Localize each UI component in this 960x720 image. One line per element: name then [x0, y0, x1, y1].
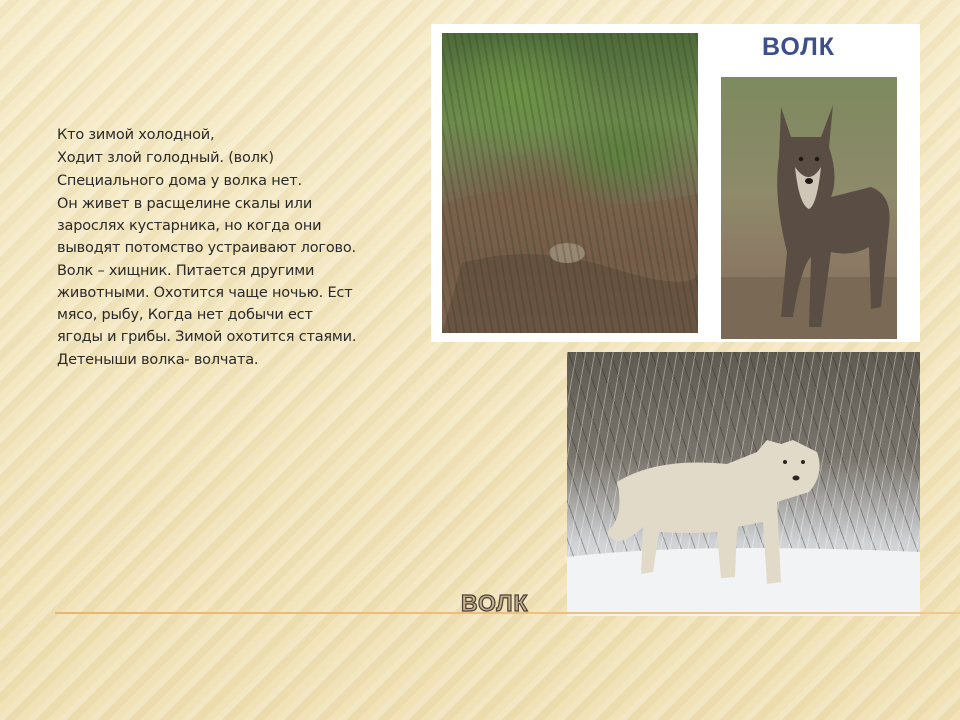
body-line: Ходит злой голодный. (волк)	[57, 150, 274, 166]
forest-scene-illustration	[442, 33, 698, 333]
body-paragraph: Он живет в расщелине скалы или зарослях кустарника, но когда они выводят потомство устраивают логово.	[57, 196, 356, 256]
white-wolf-illustration	[567, 352, 920, 616]
body-paragraph: Волк – хищник. Питается другими животными. Охотится чаще ночью. Ест мясо, рыбу, Когда нет добычи ест ягоды и грибы. Зимой охотится стаями.	[57, 263, 357, 345]
grey-wolf-photo	[721, 77, 897, 339]
white-wolf-snow-photo	[567, 352, 920, 616]
body-line: Специального дома у волка нет.	[57, 173, 302, 189]
slide-body-text	[57, 124, 357, 372]
body-line: Детеныши волка- волчата.	[57, 352, 259, 368]
forest-den-photo	[442, 33, 698, 333]
body-line: Кто зимой холодной,	[57, 127, 215, 143]
grey-wolf-illustration	[721, 77, 897, 339]
slide-title: ВОЛК	[461, 590, 529, 616]
panel-label: ВОЛК	[762, 33, 836, 61]
